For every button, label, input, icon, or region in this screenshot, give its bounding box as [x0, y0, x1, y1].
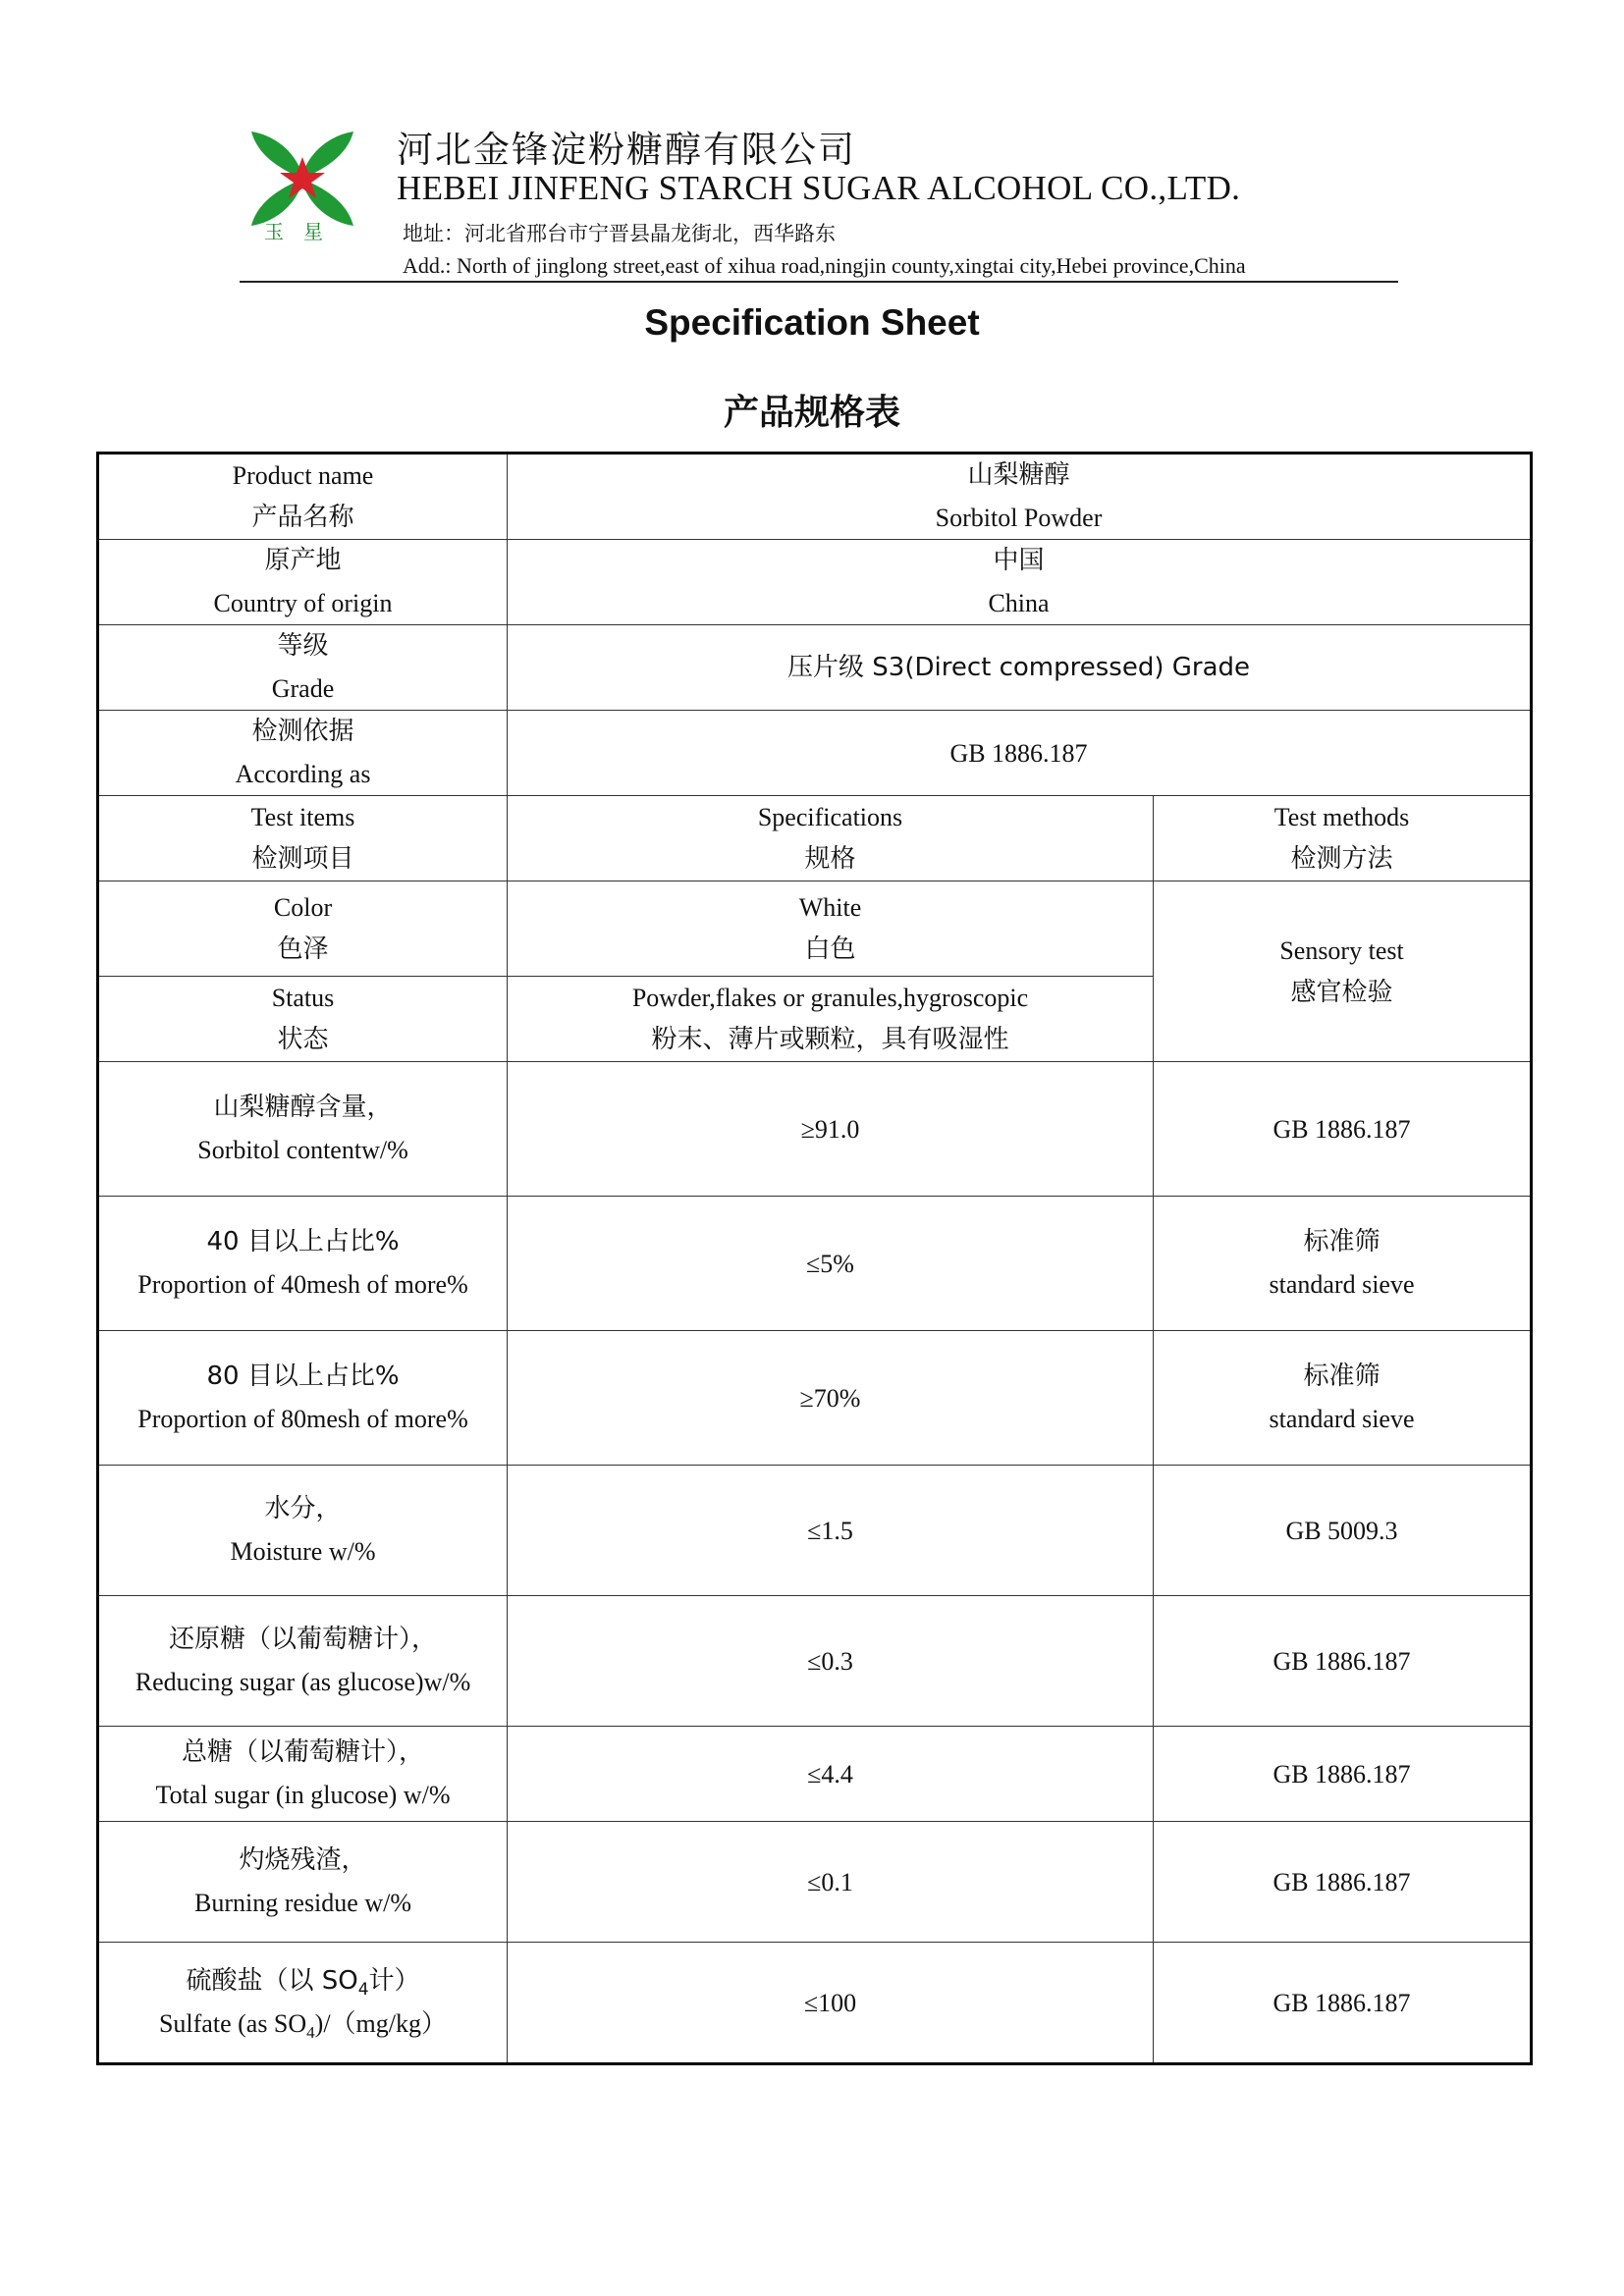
logo-caption: 玉星	[264, 220, 343, 243]
origin-label: 原产地 Country of origin	[98, 540, 508, 625]
table-row	[98, 1062, 1532, 1197]
test-item-cell: 还原糖（以葡萄糖计）， Reducing sugar (as glucose)w/%	[98, 1596, 508, 1727]
test-method-cell: GB 1886.187	[1154, 1943, 1532, 2064]
specification-cell: ≥70%	[508, 1331, 1154, 1466]
table-row-grade	[98, 625, 1532, 711]
origin-value: 中国 China	[508, 540, 1532, 625]
page-title-en: Specification Sheet	[644, 302, 980, 343]
specification-table	[96, 452, 1533, 2065]
company-name-en: HEBEI JINFENG STARCH SUGAR ALCOHOL CO.,LTD.	[397, 169, 1241, 207]
table-row	[98, 881, 1532, 977]
specification-cell: ≤0.1	[508, 1822, 1154, 1943]
test-method-cell: GB 1886.187	[1154, 1822, 1532, 1943]
test-item-cell: 总糖（以葡萄糖计）， Total sugar (in glucose) w/%	[98, 1727, 508, 1822]
test-item-cell: 水分， Moisture w/%	[98, 1466, 508, 1596]
basis-value: GB 1886.187	[508, 711, 1532, 796]
address-en: Add.: North of jinglong street,east of xihua road,ningjin county,xingtai city,Hebei province,China	[403, 253, 1246, 278]
table-row-basis	[98, 711, 1532, 796]
table-row	[98, 1466, 1532, 1596]
test-method-cell: 标准筛 standard sieve	[1154, 1331, 1532, 1466]
product-name-label: Product name 产品名称	[98, 454, 508, 540]
table-row	[98, 1943, 1532, 2064]
table-row	[98, 1596, 1532, 1727]
table-row	[98, 1727, 1532, 1822]
specification-cell: ≤4.4	[508, 1727, 1154, 1822]
specification-cell: ≥91.0	[508, 1062, 1154, 1197]
specification-cell: ≤1.5	[508, 1466, 1154, 1596]
test-item-cell: 灼烧残渣， Burning residue w/%	[98, 1822, 508, 1943]
test-method-cell: Sensory test 感官检验	[1154, 881, 1532, 1062]
address-cn: 地址：河北省邢台市宁晋县晶龙街北，西华路东	[403, 222, 836, 245]
header-divider	[240, 281, 1398, 283]
table-row	[98, 1197, 1532, 1331]
test-item-cell: 山梨糖醇含量， Sorbitol contentw/%	[98, 1062, 508, 1197]
test-method-cell: GB 1886.187	[1154, 1596, 1532, 1727]
test-item-cell: Status 状态	[98, 977, 508, 1062]
specification-cell: Powder,flakes or granules,hygroscopic 粉末、薄片或颗粒，具有吸湿性	[508, 977, 1154, 1062]
specification-cell: White 白色	[508, 881, 1154, 977]
column-header-specifications: Specifications 规格	[508, 796, 1154, 881]
product-name-value: 山梨糖醇 Sorbitol Powder	[508, 454, 1532, 540]
test-item-cell: Color 色泽	[98, 881, 508, 977]
test-method-cell: 标准筛 standard sieve	[1154, 1197, 1532, 1331]
test-item-cell: 硫酸盐（以 $SO_4$计） Sulfate (as $SO_4)/(mg/kg)$	[98, 1943, 508, 2064]
test-item-cell: 40 目以上占比% Proportion of 40mesh of more%	[98, 1197, 508, 1331]
company-name-cn: 河北金锋淀粉糖醇有限公司	[397, 129, 856, 171]
grade-value: 压片级 S3(Direct compressed) Grade	[508, 625, 1532, 711]
table-row-origin	[98, 540, 1532, 625]
table-header-row	[98, 796, 1532, 881]
test-item-cell: 80 目以上占比% Proportion of 80mesh of more%	[98, 1331, 508, 1466]
test-method-cell: GB 1886.187	[1154, 1727, 1532, 1822]
test-method-cell: GB 1886.187	[1154, 1062, 1532, 1197]
grade-label: 等级 Grade	[98, 625, 508, 711]
specification-cell: ≤100	[508, 1943, 1154, 2064]
table-row-product-name	[98, 454, 1532, 540]
column-header-methods: Test methods 检测方法	[1154, 796, 1532, 881]
column-header-items: Test items 检测项目	[98, 796, 508, 881]
specification-cell: ≤5%	[508, 1197, 1154, 1331]
table-row	[98, 1331, 1532, 1466]
page-title-cn: 产品规格表	[723, 393, 900, 433]
basis-label: 检测依据 According as	[98, 711, 508, 796]
test-method-cell: GB 5009.3	[1154, 1466, 1532, 1596]
table-row	[98, 1822, 1532, 1943]
specification-cell: ≤0.3	[508, 1596, 1154, 1727]
